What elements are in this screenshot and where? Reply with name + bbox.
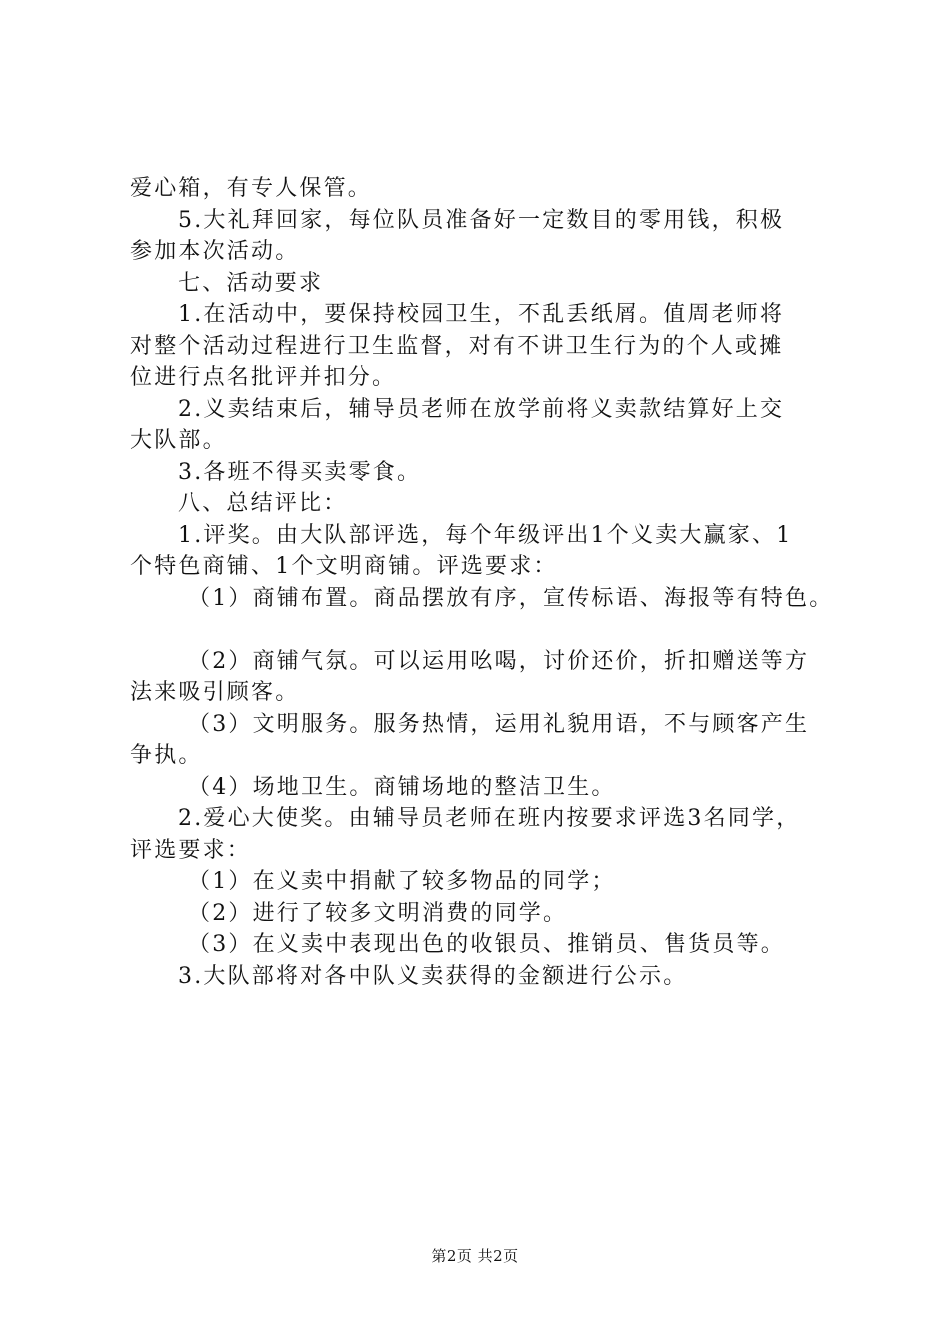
text-line: 个特色商铺、1个文明商铺。评选要求：	[130, 554, 558, 579]
text-line: 2.爱心大使奖。由辅导员老师在班内按要求评选3名同学，	[178, 806, 801, 831]
text-line: 争执。	[130, 743, 203, 768]
text-line: （3）在义卖中表现出色的收银员、推销员、售货员等。	[188, 932, 785, 957]
text-line: （2）进行了较多文明消费的同学。	[188, 900, 568, 926]
text-line: 3.大队部将对各中队义卖获得的金额进行公示。	[178, 963, 688, 989]
text-line: （1）商铺布置。商品摆放有序，宣传标语、海报等有特色。	[188, 585, 834, 611]
text-line: 参加本次活动。	[130, 239, 300, 264]
text-line: 5.大礼拜回家，每位队员准备好一定数目的零用钱，积极	[178, 207, 785, 233]
blank-line	[130, 614, 850, 646]
text-line: 法来吸引顾客。	[130, 680, 300, 705]
text-line: 对整个活动过程进行卫生监督，对有不讲卫生行为的个人或摊	[130, 333, 784, 359]
text-line: 八、总结评比：	[178, 491, 348, 516]
page-footer: 第2页 共2页	[431, 1247, 519, 1265]
text-line: 位进行点名批评并扣分。	[130, 365, 397, 390]
text-line: （2）商铺气氛。可以运用吆喝，讨价还价，折扣赠送等方	[188, 648, 810, 674]
text-line: 评选要求：	[130, 837, 252, 863]
text-line: 3.各班不得买卖零食。	[178, 459, 422, 485]
text-line: （4）场地卫生。商铺场地的整洁卫生。	[188, 774, 616, 800]
text-line: 爱心箱，有专人保管。	[130, 176, 373, 201]
text-line: 1.在活动中，要保持校园卫生，不乱丢纸屑。值周老师将	[178, 302, 785, 327]
text-line: 1.评奖。由大队部评选，每个年级评出1个义卖大赢家、1	[178, 522, 793, 548]
text-line: 大队部。	[130, 428, 227, 453]
text-line: 七、活动要求	[178, 270, 324, 296]
text-line: （3）文明服务。服务热情，运用礼貌用语，不与顾客产生	[188, 711, 810, 737]
text-line: 2.义卖结束后，辅导员老师在放学前将义卖款结算好上交	[178, 396, 785, 422]
document-body	[130, 173, 850, 992]
text-line: （1）在义卖中捐献了较多物品的同学；	[188, 869, 616, 894]
